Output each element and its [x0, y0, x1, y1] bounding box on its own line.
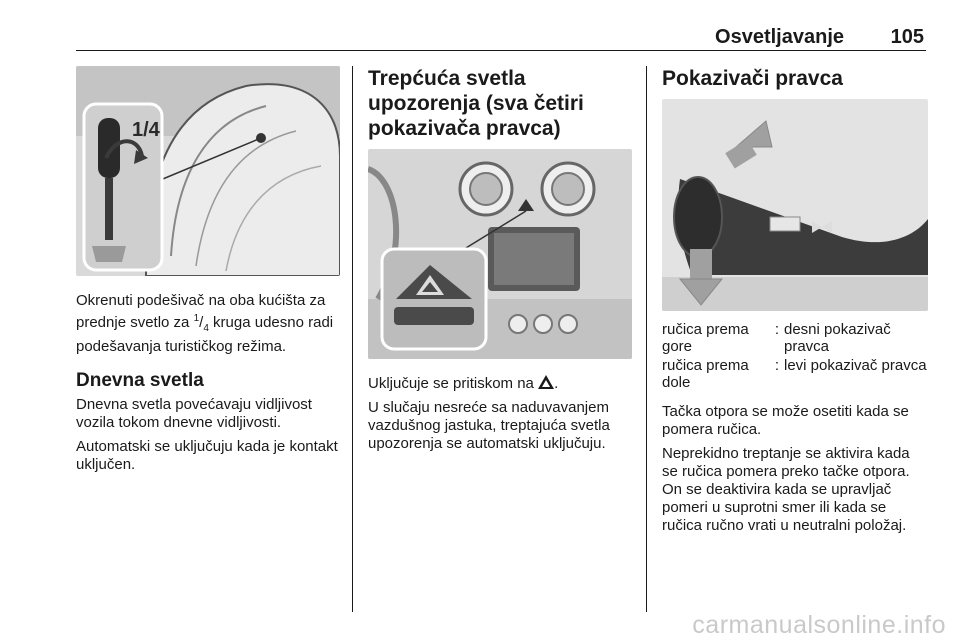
figure-label: 1/4 [132, 119, 160, 141]
daytime-lights-para-1: Dnevna svetla povećavaju vidljivost vozila tokom dnevne vidljivosti. [76, 396, 312, 431]
column-divider-2 [646, 66, 647, 612]
turn-signals-heading: Pokazivači pravca [662, 67, 843, 90]
daytime-lights-para-2: Automatski se uključuju kada je kontakt uključen. [76, 438, 338, 473]
header-divider [76, 50, 926, 51]
resistance-note: Tačka otpora se može osetiti kada se pomera ručica. [662, 403, 909, 438]
watermark: carmanualsonline.info [692, 611, 946, 639]
page-number: 105 [890, 26, 924, 48]
legend-row: ručica prema gore : desni pokazivač pravca [662, 321, 891, 355]
section-title: Osvetljavanje [715, 26, 844, 48]
adjust-instruction: Okrenuti podešivač na oba kućišta za prednje svetlo za $^1/_4$ kruga udesno radi podešavanja turističkog režima. [76, 292, 334, 355]
hazard-triangle-icon [538, 375, 554, 389]
turn-signal-lever-figure [662, 99, 928, 311]
continuous-flash-note: Neprekidno treptanje se aktivira kada se ručica pomera preko tačke otpora. On se deaktivira kada se upravljač pomeri u suprotni smer ili kada se ručica ručno vrati u neutralni položaj. [662, 445, 910, 534]
dashboard-illustration [368, 149, 632, 359]
column-1 [76, 66, 340, 480]
lever-illustration [662, 99, 928, 311]
hazard-switch-figure [368, 149, 632, 359]
headlamp-adjuster-figure [76, 66, 340, 276]
column-3 [662, 66, 928, 541]
daytime-lights-heading: Dnevna svetla [76, 370, 204, 391]
legend-row: ručica prema dole : levi pokazivač pravca [662, 357, 927, 391]
hazard-instruction: Uključuje se pritiskom na . [368, 375, 559, 392]
column-divider-1 [352, 66, 353, 612]
column-2 [368, 66, 632, 459]
lever-legend [662, 321, 928, 393]
hazard-lights-heading: Trepćuća svetla upozorenja (sva četiri pokazivača pravca) [368, 67, 584, 140]
headlamp-illustration [76, 66, 340, 276]
hazard-airbag-note: U slučaju nesreće sa naduvavanjem vazdušnog jastuka, treptajuća svetla upozorenja se automatski uključuju. [368, 399, 610, 452]
